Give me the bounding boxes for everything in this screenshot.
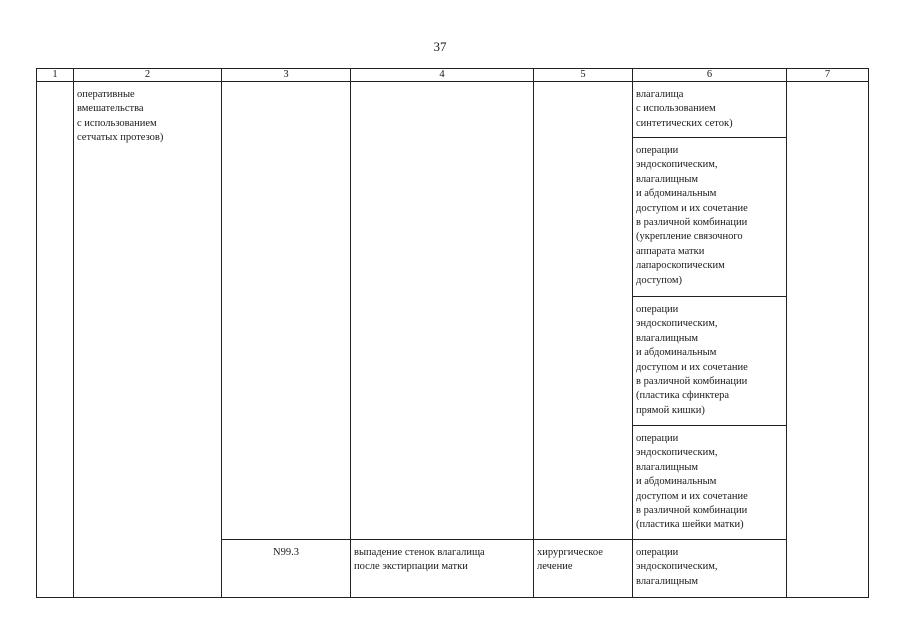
header-col-4: 4 bbox=[439, 69, 445, 80]
column-divider bbox=[868, 68, 869, 598]
column-divider bbox=[533, 68, 534, 598]
row-divider bbox=[221, 539, 786, 540]
header-col-7: 7 bbox=[824, 69, 831, 80]
treatment-type: хирургическое лечение bbox=[537, 547, 603, 573]
col6-row-4: операции эндоскопическим, влагалищным и абдоминальным доступом и их сочетание в различной комбинации (пластика шейки матки) bbox=[636, 433, 748, 531]
table-bottom-border bbox=[36, 597, 869, 598]
row-divider bbox=[632, 137, 786, 138]
column-divider bbox=[632, 68, 633, 598]
col6-row-3: операции эндоскопическим, влагалищным и абдоминальным доступом и их сочетание в различной комбинации (пластика сфинктера прямой кишки) bbox=[636, 304, 748, 416]
col2-text: оперативные вмешательства с использованием сетчатых протезов) bbox=[77, 89, 164, 144]
column-divider bbox=[221, 68, 222, 598]
column-divider bbox=[36, 68, 37, 598]
column-divider bbox=[786, 68, 787, 598]
diagnosis-text: выпадение стенок влагалища после экстирпации матки bbox=[354, 547, 485, 573]
header-col-6: 6 bbox=[706, 69, 713, 80]
diagnosis-code: N99.3 bbox=[273, 547, 299, 558]
column-divider bbox=[73, 68, 74, 598]
header-bottom-border bbox=[36, 81, 869, 82]
header-col-2: 2 bbox=[144, 69, 151, 80]
row-divider bbox=[632, 296, 786, 297]
header-col-3: 3 bbox=[283, 69, 289, 80]
col6-row-1: влагалища с использованием синтетических сеток) bbox=[636, 89, 733, 129]
page-number: 37 bbox=[433, 39, 447, 54]
treatment-method: операции эндоскопическим, влагалищным bbox=[636, 547, 718, 587]
col6-row-2: операции эндоскопическим, влагалищным и абдоминальным доступом и их сочетание в различной комбинации (укрепление связочного аппарата матки лапароскопическим доступом) bbox=[636, 145, 748, 286]
header-col-5: 5 bbox=[580, 69, 586, 80]
row-divider bbox=[632, 425, 786, 426]
column-divider bbox=[350, 68, 351, 598]
header-col-1: 1 bbox=[52, 69, 58, 80]
